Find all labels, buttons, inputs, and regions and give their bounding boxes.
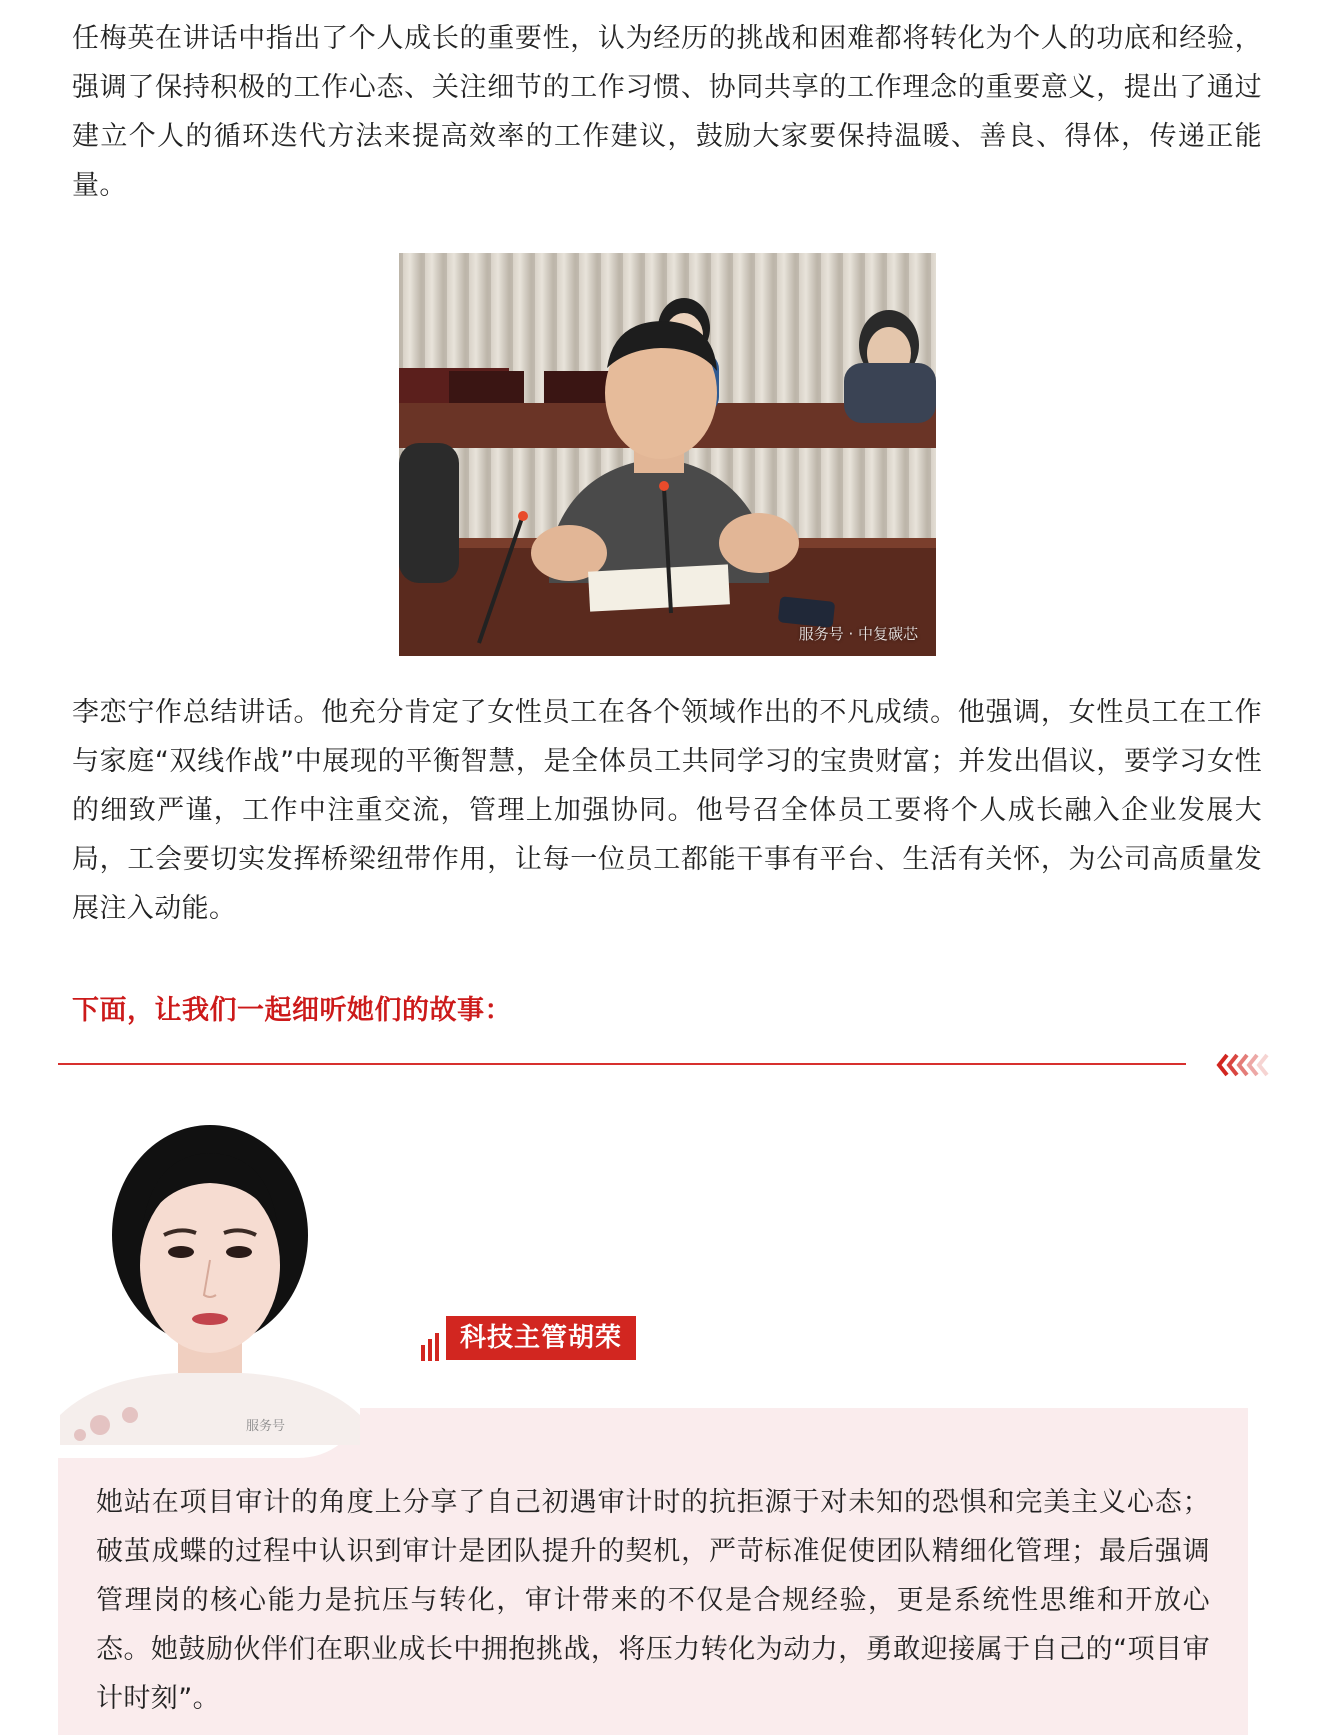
portrait-image <box>60 1115 360 1445</box>
section-divider <box>58 1063 1186 1065</box>
profile-story-text: 她站在项目审计的角度上分享了自己初遇审计时的抗拒源于对未知的恐惧和完美主义心态；破茧成蝶的过程中认识到审计是团队提升的契机，严苛标准促使团队精细化管理；最后强调管理岗的核心能力是抗压与转化，审计带来的不仅是合规经验，更是系统性思维和开放心态。她鼓励伙伴们在职业成长中拥抱挑战，将压力转化为动力，勇敢迎接属于自己的“项目审计时刻”。 <box>96 1487 1210 1714</box>
photo-watermark: 服务号 · 中复碳芯 <box>798 625 918 643</box>
meeting-photo <box>399 253 936 656</box>
chevron-decoration-icon <box>1215 1052 1275 1078</box>
meeting-photo-image <box>399 253 936 656</box>
profile-title-tag: 科技主管胡荣 <box>446 1316 636 1360</box>
portrait-watermark: 服务号 <box>246 1419 286 1434</box>
article-paragraph-2: 李恋宁作总结讲话。他充分肯定了女性员工在各个领域作出的不凡成绩。他强调，女性员工在工作与家庭“双线作战”中展现的平衡智慧，是全体员工共同学习的宝贵财富；并发出倡议，要学习女性的细致严谨，工作中注重交流，管理上加强协同。他号召全体员工要将个人成长融入企业发展大局，工会要切实发挥桥梁纽带作用，让每一位员工都能干事有平台、生活有关怀，为公司高质量发展注入动能。 <box>72 697 1262 924</box>
article-paragraph-1: 任梅英在讲话中指出了个人成长的重要性，认为经历的挑战和困难都将转化为个人的功底和经验，强调了保持积极的工作心态、关注细节的工作习惯、协同共享的工作理念的重要意义，提出了通过建立个人的循环迭代方法来提高效率的工作建议，鼓励大家要保持温暖、善良、得体，传递正能量。 <box>72 23 1262 201</box>
portrait-photo <box>60 1115 360 1445</box>
bar-decoration-icon <box>420 1333 442 1361</box>
story-lead-heading: 下面，让我们一起细听她们的故事： <box>72 995 512 1026</box>
